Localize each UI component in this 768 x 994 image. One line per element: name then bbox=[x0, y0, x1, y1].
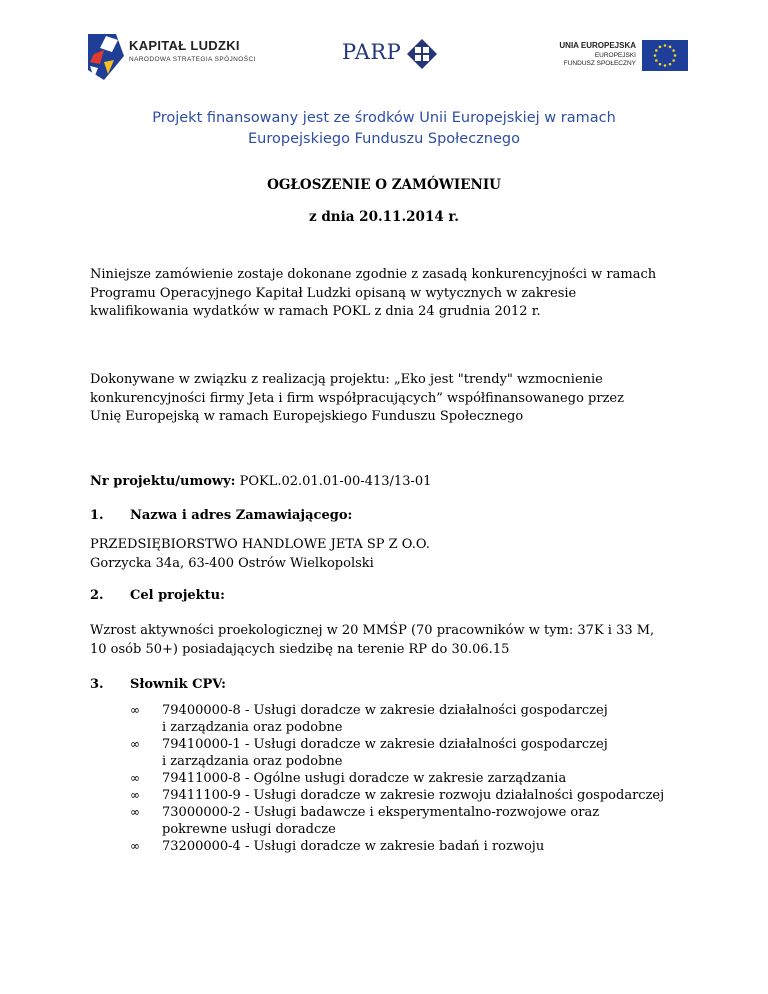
eu-star-icon bbox=[669, 63, 672, 66]
project-line3: Unię Europejską w ramach Europejskiego Funduszu Społecznego bbox=[90, 409, 524, 424]
intro-line1: Niniejsze zamówienie zostaje dokonane zgodnie z zasadą konkurencyjności w ramach bbox=[90, 267, 657, 282]
funding-note bbox=[0, 108, 768, 150]
cpv-list bbox=[130, 702, 710, 855]
eu-star-icon bbox=[655, 49, 658, 52]
cpv-item bbox=[130, 770, 710, 787]
ordering-party-address: Gorzycka 34a, 63-400 Ostrów Wielkopolski bbox=[90, 555, 374, 571]
cpv-item-line2: i zarządzania oraz podobne bbox=[162, 720, 343, 735]
section-1-body bbox=[90, 536, 690, 573]
kapital-ludzki-subtitle: NARODOWA STRATEGIA SPÓJNOŚCI bbox=[129, 56, 256, 63]
project-number bbox=[90, 473, 690, 492]
bullet-icon: ∞ bbox=[130, 703, 140, 717]
bullet-icon: ∞ bbox=[130, 788, 140, 802]
cpv-item-line2: i zarządzania oraz podobne bbox=[162, 754, 343, 769]
eu-star-icon bbox=[672, 49, 675, 52]
intro-line3: kwalifikowania wydatków w ramach POKL z dnia 24 grudnia 2012 r. bbox=[90, 304, 541, 319]
bullet-icon: ∞ bbox=[130, 737, 140, 751]
parp-logo bbox=[342, 38, 440, 72]
eu-star-icon bbox=[664, 44, 667, 47]
project-goal-line1: Wzrost aktywności proekologicznej w 20 MMŚP (70 pracowników w tym: 37K i 33 M, bbox=[90, 623, 655, 638]
cpv-item-line1: 73000000-2 - Usługi badawcze i eksperymentalno-rozwojowe oraz bbox=[162, 805, 600, 820]
intro-paragraph bbox=[90, 266, 690, 322]
eu-star-icon bbox=[664, 64, 667, 67]
eu-flag-icon bbox=[642, 40, 688, 71]
eu-star-icon bbox=[672, 59, 675, 62]
project-goal-line2: 10 osób 50+) posiadających siedzibę na terenie RP do 30.06.15 bbox=[90, 641, 510, 657]
cpv-item bbox=[130, 838, 710, 855]
eu-star-icon bbox=[659, 46, 662, 49]
bullet-icon: ∞ bbox=[130, 839, 140, 853]
eu-logo-line3: FUNDUSZ SPOŁECZNY bbox=[563, 60, 636, 67]
parp-emblem-icon bbox=[406, 38, 438, 70]
section-2-number: 2. bbox=[90, 588, 104, 603]
cpv-item bbox=[130, 702, 710, 736]
section-1-number: 1. bbox=[90, 508, 104, 523]
bullet-icon: ∞ bbox=[130, 805, 140, 819]
funding-note-line1: Projekt finansowany jest ze środków Unii Europejskiej w ramach bbox=[152, 110, 616, 126]
cpv-item-line2: pokrewne usługi doradcze bbox=[162, 822, 336, 837]
funding-note-line2: Europejskiego Funduszu Społecznego bbox=[248, 131, 520, 147]
eu-logo-line2: EUROPEJSKI bbox=[594, 52, 636, 59]
project-line2: konkurencyjności firmy Jeta i firm współpracujących” współfinansowanego przez bbox=[90, 390, 624, 406]
ordering-party-name: PRZEDSIĘBIORSTWO HANDLOWE JETA SP Z O.O. bbox=[90, 537, 430, 552]
cpv-item-line1: 79400000-8 - Usługi doradcze w zakresie działalności gospodarczej bbox=[162, 703, 608, 718]
eu-star-icon bbox=[654, 54, 657, 57]
eu-logo bbox=[540, 40, 688, 74]
section-2-body bbox=[90, 622, 690, 659]
bullet-icon: ∞ bbox=[130, 771, 140, 785]
project-line1: Dokonywane w związku z realizacją projektu: „Eko jest "trendy" wzmocnienie bbox=[90, 372, 603, 387]
cpv-item-line1: 79411100-9 - Usługi doradcze w zakresie rozwoju działalności gospodarczej bbox=[162, 788, 665, 803]
section-3-title: Słownik CPV: bbox=[130, 677, 226, 692]
section-2-title: Cel projektu: bbox=[130, 588, 225, 603]
eu-star-icon bbox=[659, 63, 662, 66]
section-3-number: 3. bbox=[90, 677, 104, 692]
eu-star-icon bbox=[669, 46, 672, 49]
cpv-item bbox=[130, 804, 710, 838]
section-1-title: Nazwa i adres Zamawiającego: bbox=[130, 508, 353, 523]
cpv-item bbox=[130, 787, 710, 804]
document-title: OGŁOSZENIE O ZAMÓWIENIU bbox=[267, 177, 501, 193]
kapital-ludzki-title: KAPITAŁ LUDZKI bbox=[129, 38, 240, 53]
cpv-item bbox=[130, 736, 710, 770]
cpv-item-line1: 73200000-4 - Usługi doradcze w zakresie badań i rozwoju bbox=[162, 839, 545, 854]
cpv-item-line1: 79411000-8 - Ogólne usługi doradcze w zakresie zarządzania bbox=[162, 771, 567, 786]
eu-logo-line1: UNIA EUROPEJSKA bbox=[559, 41, 636, 50]
eu-star-icon bbox=[674, 54, 677, 57]
project-paragraph bbox=[90, 371, 690, 427]
document-date: z dnia 20.11.2014 r. bbox=[308, 209, 460, 225]
intro-line2: Programu Operacyjnego Kapitał Ludzki opisaną w wytycznych w zakresie bbox=[90, 285, 577, 301]
kapital-ludzki-emblem-icon bbox=[86, 30, 128, 82]
cpv-item-line1: 79410000-1 - Usługi doradcze w zakresie działalności gospodarczej bbox=[162, 737, 608, 752]
project-number-label: Nr projektu/umowy: bbox=[90, 474, 236, 489]
eu-star-icon bbox=[655, 59, 658, 62]
project-number-value: POKL.02.01.01-00-413/13-01 bbox=[239, 474, 432, 489]
kapital-ludzki-logo bbox=[86, 30, 256, 82]
parp-logo-text: PARP bbox=[342, 40, 402, 64]
